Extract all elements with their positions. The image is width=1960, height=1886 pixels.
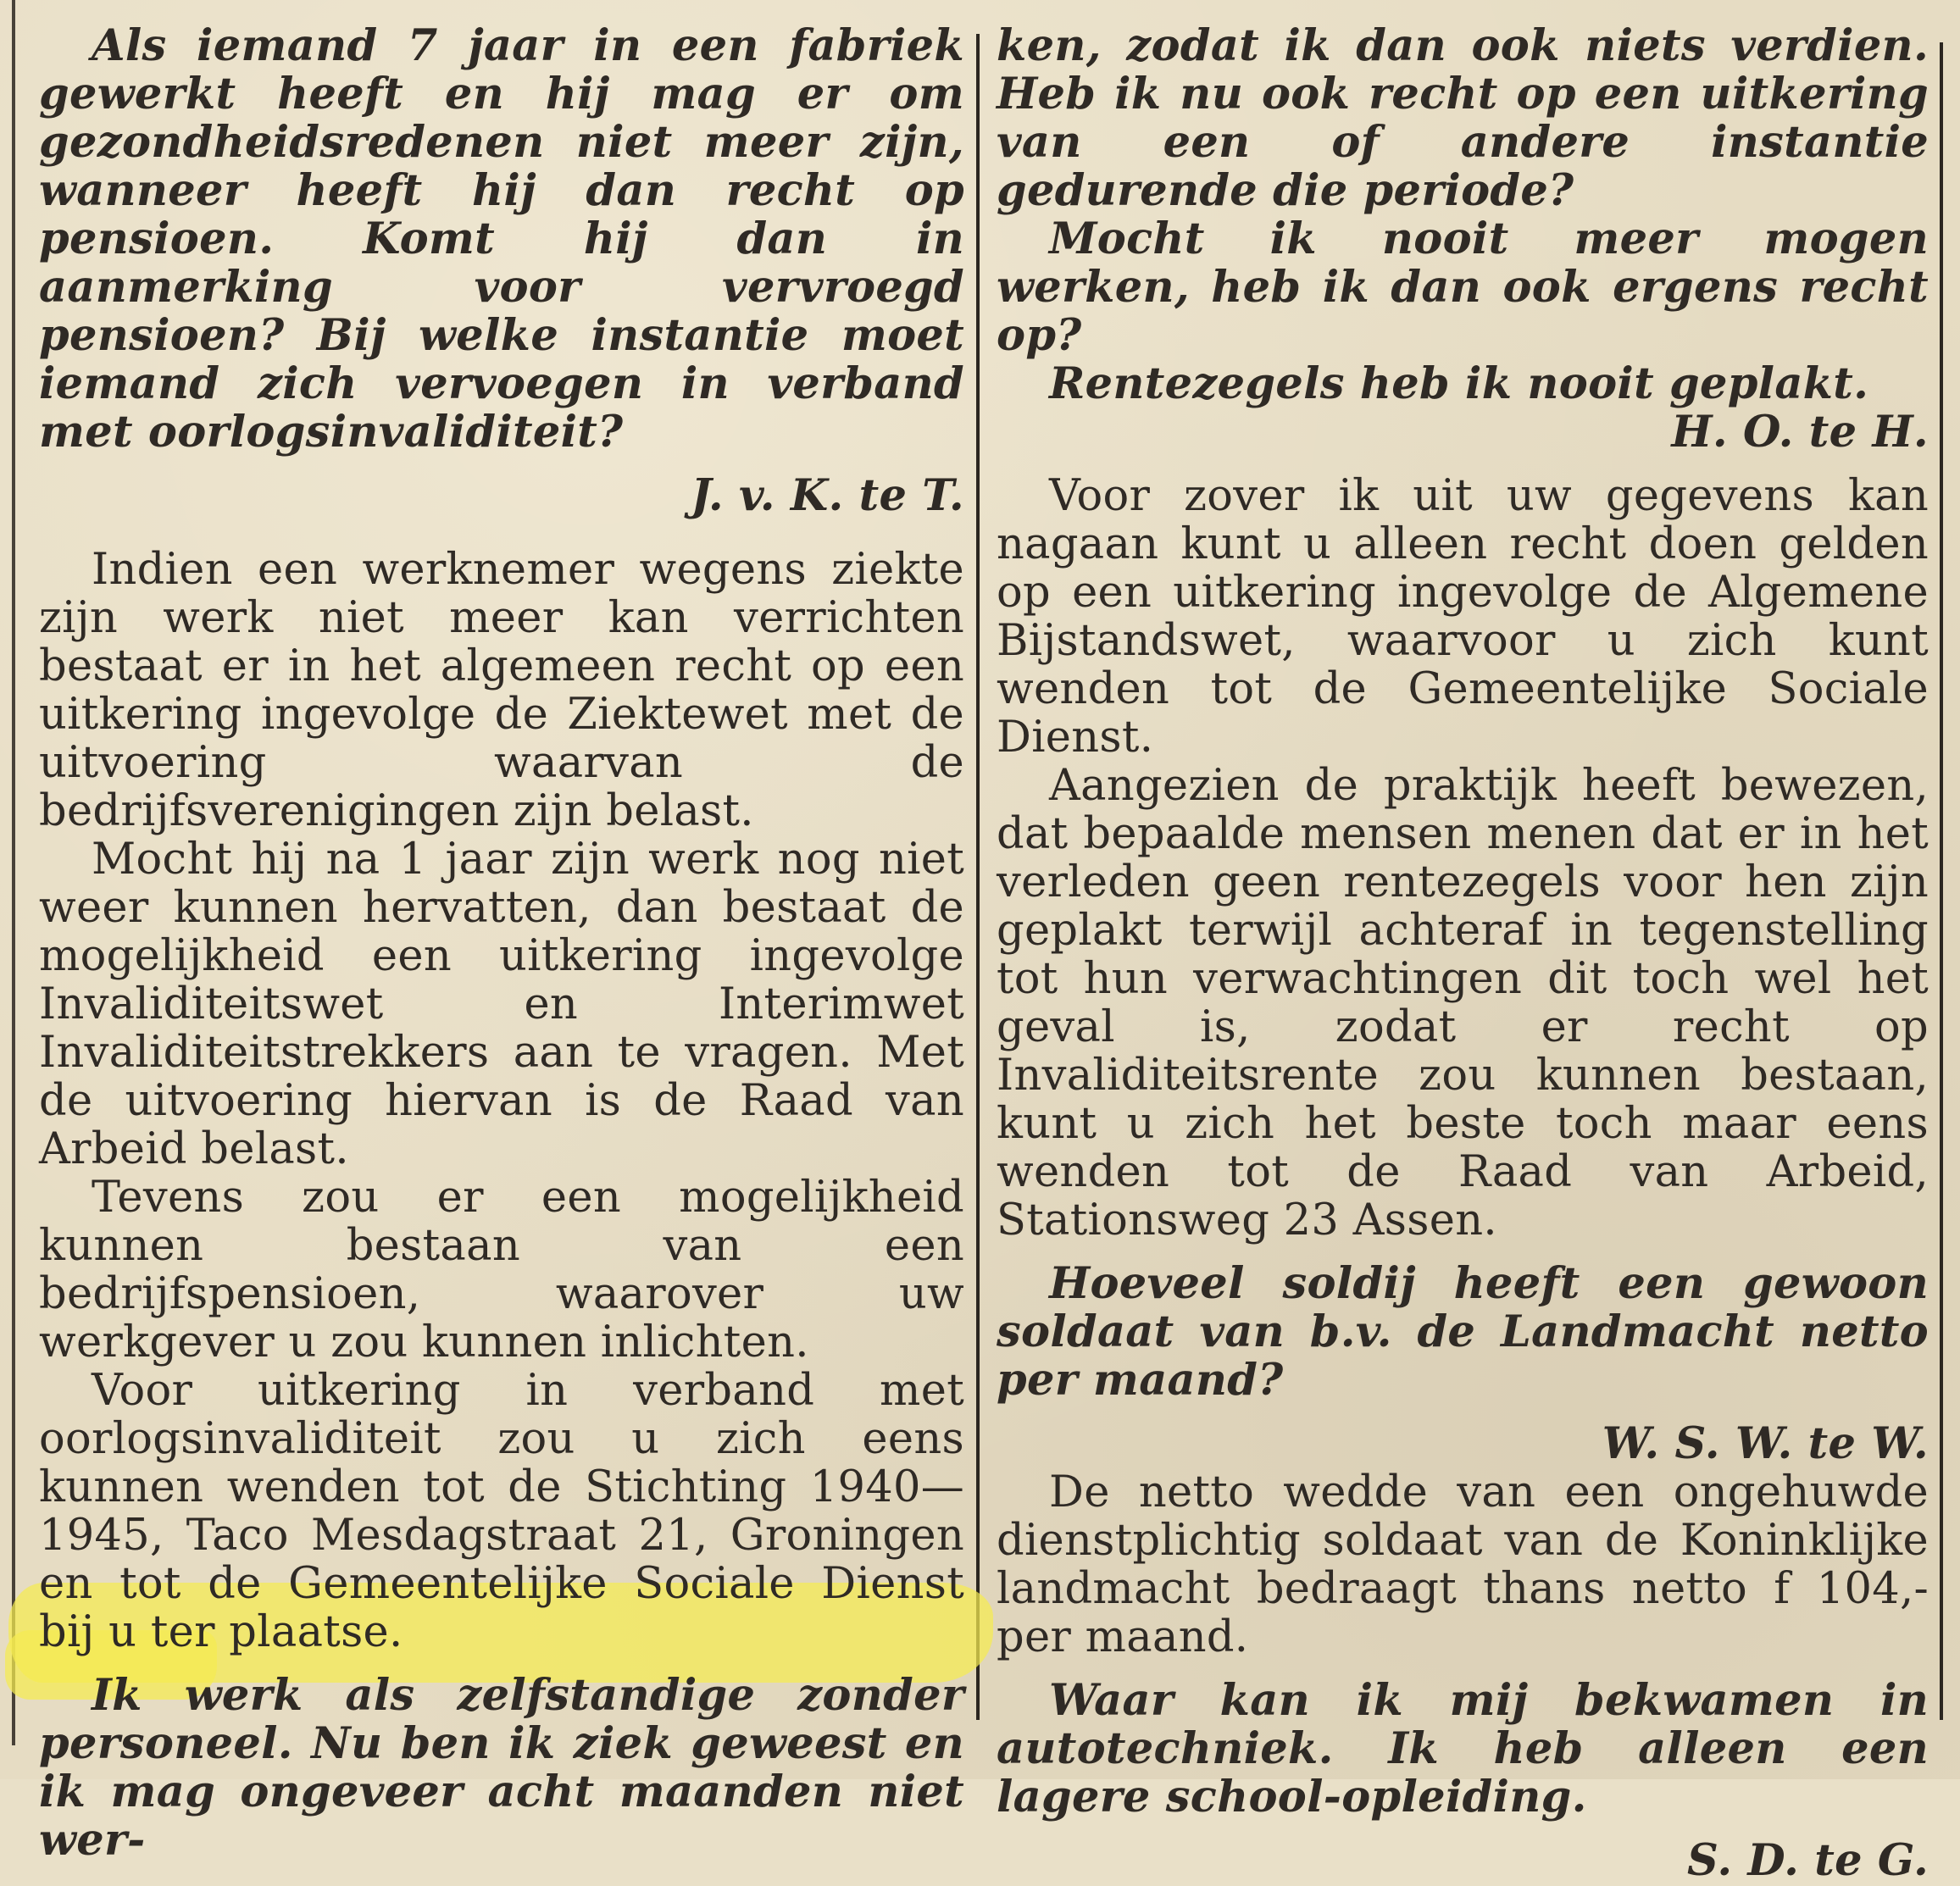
signature: S. D. te G.	[1687, 1835, 1929, 1886]
answer-paragraph: Indien een werknemer wegens ziekte zijn werk niet meer kan verrichten bestaat er in het algemeen recht op een uitkering ingevolge de Ziektewet met de uitvoering waarvan de bedrijfsverenigingen zijn belast.	[39, 545, 964, 836]
signature: J. v. K. te T.	[691, 470, 964, 521]
highlighted-question-paragraph: Ik werk als zelfstandige zonder personeel. Nu ben ik ziek geweest en ik mag ongeveer acht maanden niet wer-	[39, 1670, 964, 1866]
answer-paragraph: Aangezien de praktijk heeft bewezen, dat bepaalde mensen menen dat er in het verleden geen rentezegels voor hen zijn geplakt terwijl achteraf in tegenstelling tot hun verwachtingen dit toch wel het geval is, zodat er recht op Invaliditeitsrente zou kunnen bestaan, kunt u zich het beste toch maar eens wenden tot de Raad van Arbeid, Stationsweg 23 Assen.	[997, 761, 1929, 1245]
question-paragraph: Als iemand 7 jaar in een fabriek gewerkt heeft en hij mag er om gezondheidsredenen niet meer zijn, wanneer heeft hij dan recht op pensioen. Komt hij dan in aanmerking voor vervroegd pensioen? Bij welke instantie moet iemand zich vervoegen in verband met oorlogsinvaliditeit?	[39, 20, 964, 458]
question-paragraph: Mocht ik nooit meer mogen werken, heb ik dan ook ergens recht op?	[997, 214, 1929, 361]
answer-paragraph: Tevens zou er een mogelijkheid kunnen bestaan van een bedrijfspensioen, waarover uw werkgever u zou kunnen inlichten.	[39, 1173, 964, 1367]
answer-paragraph: De netto wedde van een ongehuwde dienstplichtig soldaat van de Koninklijke landmacht bedraagt thans netto f 104,- per maand.	[997, 1467, 1929, 1662]
question-continuation: ken, zodat ik dan ook niets verdien. Heb ik nu ook recht op een uitkering van een of andere instantie gedurende die periode?	[997, 20, 1929, 216]
question-paragraph: Waar kan ik mij bekwamen in autotechniek. Ik heb alleen een lagere school-opleiding.	[997, 1675, 1929, 1822]
question-paragraph: Rentezegels heb ik nooit geplakt.	[1049, 358, 1869, 409]
right-column	[997, 22, 1929, 1885]
signature: H. O. te H.	[1671, 407, 1929, 458]
answer-paragraph: Mocht hij na 1 jaar zijn werk nog niet weer kunnen hervatten, dan bestaat de mogelijkheid een uitkering ingevolge Invaliditeitswet en Interimwet Invaliditeitstrekkers aan te vragen. Met de uitvoering hiervan is de Raad van Arbeid belast.	[39, 835, 964, 1174]
question-paragraph: Hoeveel soldij heeft een gewoon soldaat van b.v. de Landmacht netto per maand?	[997, 1258, 1929, 1406]
answer-paragraph: Voor zover ik uit uw gegevens kan nagaan kunt u alleen recht doen gelden op een uitkering ingevolge de Algemene Bijstandswet, waarvoor u zich kunt wenden tot de Gemeentelijke Sociale Dienst.	[997, 471, 1929, 763]
signature: W. S. W. te W.	[1602, 1418, 1929, 1469]
left-border-rule	[12, 0, 15, 1745]
column-divider	[976, 34, 980, 1720]
left-column	[39, 22, 964, 1865]
right-border-rule	[1940, 42, 1943, 1720]
answer-paragraph: Voor uitkering in verband met oorlogsinvaliditeit zou u zich eens kunnen wenden tot de Stichting 1940—1945, Taco Mesdagstraat 21, Groningen en tot de Gemeentelijke Sociale Dienst bij u ter plaatse.	[39, 1366, 964, 1657]
